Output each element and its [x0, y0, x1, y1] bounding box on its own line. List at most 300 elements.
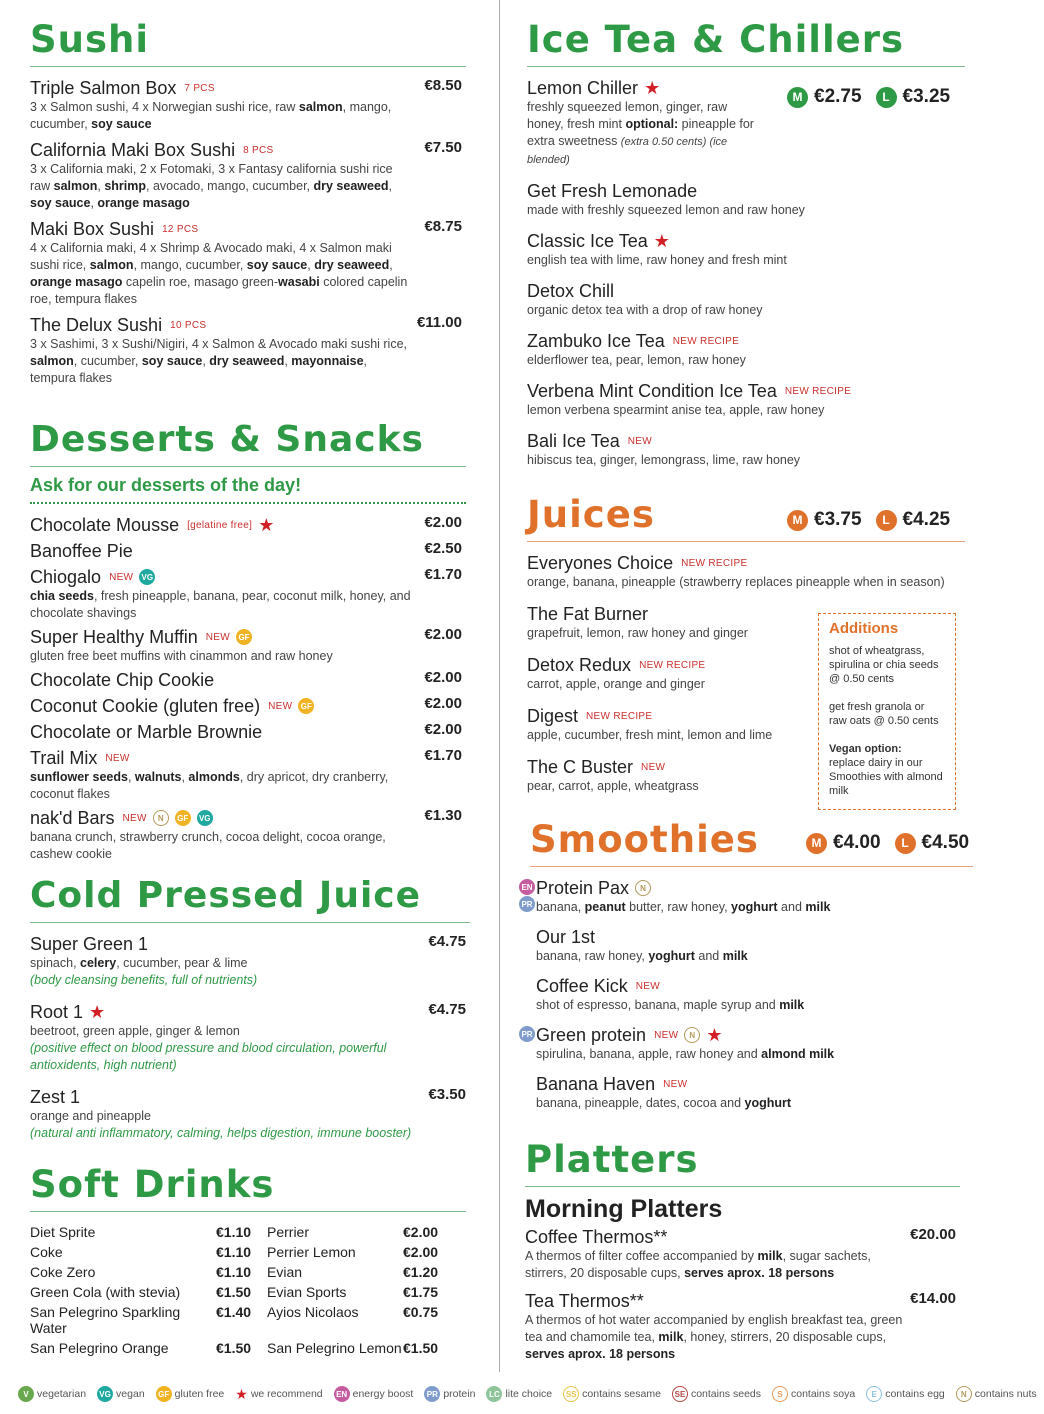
item-header [525, 1226, 960, 1248]
item-description [527, 402, 912, 419]
item-header [30, 566, 466, 588]
description-text: grapefruit, lemon, raw honey and ginger [527, 626, 748, 640]
drink-price: €1.10 [216, 1224, 252, 1240]
description-text: 3 x Salmon sushi, 4 x Norwegian sushi rice, raw [30, 100, 299, 114]
drink-price: €1.40 [216, 1304, 252, 1320]
menu-item [30, 747, 466, 803]
drink-name: Perrier Lemon [267, 1244, 356, 1260]
menu-item [527, 430, 965, 469]
description-text: sunflower seeds [30, 770, 128, 784]
item-header [527, 330, 965, 352]
description-text: banana crunch, strawberry crunch, cocoa delight, cocoa orange, cashew cookie [30, 830, 386, 861]
section-ice-tea [527, 18, 965, 480]
legend-item [563, 1386, 661, 1402]
description-text: , mango, cucumber, [133, 258, 247, 272]
item-list [30, 77, 466, 387]
menu-item [30, 933, 470, 989]
menu-item [521, 1024, 973, 1063]
description-text: banana, pineapple, dates, cocoa and [536, 1096, 745, 1110]
drink-name: San Pelegrino Sparkling Water [30, 1304, 181, 1336]
description-text: , [127, 770, 135, 784]
description-text: optional: [625, 117, 679, 131]
item-price: €2.50 [424, 540, 462, 557]
drink-name: Coke [30, 1244, 63, 1260]
description-text: salmon [89, 258, 134, 272]
item-tag: NEW [105, 752, 130, 764]
item-header [527, 77, 965, 99]
menu-item [30, 1001, 470, 1074]
section-platters [525, 1138, 960, 1371]
item-name: Bali Ice Tea [527, 430, 620, 451]
item-header [30, 933, 470, 955]
price-value: €2.75 [814, 86, 862, 107]
badge-vg-icon: VG [97, 1386, 113, 1402]
item-tag: 12 PCS [162, 223, 199, 235]
legend-label: vegetarian [37, 1388, 87, 1400]
item-tag: NEW RECIPE [586, 710, 653, 722]
item-tag: NEW [663, 1078, 688, 1090]
item-header [536, 926, 973, 948]
legend-item [235, 1385, 322, 1403]
item-header [527, 552, 965, 574]
description-text: , [307, 258, 315, 272]
item-price: €4.75 [428, 1001, 466, 1018]
item-header [527, 180, 965, 202]
star-icon: ★ [706, 1025, 723, 1045]
menu-item [30, 77, 466, 133]
description-text: , [388, 179, 393, 193]
item-description [527, 452, 912, 469]
section-title: Platters [525, 1138, 699, 1181]
item-note: [gelatine free] [187, 519, 253, 531]
item-name: Detox Redux [527, 654, 632, 675]
description-text: banana, raw honey, [536, 949, 649, 963]
item-description [527, 352, 912, 369]
item-header [30, 626, 466, 648]
description-text: chia seeds [30, 589, 94, 603]
section-title: Desserts & Snacks [30, 419, 424, 460]
item-description [527, 727, 807, 744]
description-text: orange masago [97, 196, 190, 210]
dotted-divider [30, 502, 466, 504]
description-text: soy sauce [141, 354, 203, 368]
size-price-l [876, 509, 951, 531]
legend-label: contains sesame [582, 1388, 661, 1400]
menu-item [525, 1226, 960, 1282]
item-description [30, 955, 415, 989]
item-name: Lemon Chiller [527, 77, 639, 98]
item-tag: NEW [641, 761, 666, 773]
section-title: Sushi [30, 18, 150, 61]
item-tag: NEW RECIPE [672, 335, 740, 347]
divider [30, 466, 466, 467]
badge-pr-icon: PR [424, 1386, 440, 1402]
description-text: walnuts [134, 770, 182, 784]
item-header [30, 218, 466, 240]
size-l-icon: L [876, 87, 897, 108]
item-header [30, 139, 466, 161]
badge-en-icon: EN [519, 879, 535, 895]
item-name: Our 1st [536, 926, 596, 947]
size-m-icon: M [787, 510, 808, 531]
description-text: , [90, 196, 98, 210]
description-text: serves aprox. 18 persons [525, 1347, 676, 1361]
item-price: €1.70 [424, 747, 462, 764]
description-text: apple, cucumber, fresh mint, lemon and lime [527, 728, 773, 742]
badge-pr-icon: PR [519, 896, 535, 912]
legend-item [18, 1386, 86, 1402]
star-icon: ★ [89, 1002, 106, 1022]
menu-item [527, 230, 965, 269]
legend-label: contains seeds [690, 1388, 761, 1400]
description-text: celery [80, 956, 117, 970]
soft-drinks-table [30, 1224, 466, 1356]
drink-price: €2.00 [403, 1224, 439, 1240]
item-description [30, 1108, 415, 1142]
description-text: yoghurt [731, 900, 778, 914]
badge-vg-icon: VG [197, 810, 213, 826]
menu-item [527, 552, 965, 591]
drink-price: €0.75 [403, 1304, 439, 1320]
legend-label: protein [443, 1388, 476, 1400]
description-text: freshly squeezed lemon, ginger, raw honey, fresh mint [527, 100, 728, 131]
item-description [30, 240, 415, 308]
item-name: Protein Pax [536, 877, 630, 898]
drink-price: €1.75 [403, 1284, 439, 1300]
item-name: Zest 1 [30, 1086, 81, 1107]
description-text: dry seaweed [314, 258, 390, 272]
item-price: €2.00 [424, 695, 462, 712]
item-header [30, 721, 466, 743]
menu-item [527, 380, 965, 419]
item-description [527, 625, 807, 642]
drink-price: €1.50 [216, 1284, 252, 1300]
description-text: (positive effect on blood pressure and blood circulation, powerful antioxidents, high nutrient) [30, 1041, 387, 1072]
item-description [536, 948, 921, 965]
description-text: (body cleansing benefits, full of nutrients) [30, 973, 258, 987]
description-text: , [284, 354, 292, 368]
drink-name: Evian [267, 1264, 303, 1280]
description-text: banana, [536, 900, 585, 914]
drink-price: €1.50 [403, 1340, 439, 1356]
description-text: pear, carrot, apple, wheatgrass [527, 779, 699, 793]
description-text: , fresh pineapple, banana, pear, coconut milk, honey, and chocolate shavings [30, 589, 411, 620]
column-divider [499, 0, 500, 1372]
additions-box [818, 613, 956, 810]
menu-item [527, 77, 965, 169]
drink-name: San Pelegrino Lemon [267, 1340, 402, 1356]
section-cold-pressed [30, 874, 470, 1154]
item-description [527, 252, 912, 269]
section-desserts [30, 418, 466, 867]
description-text: spinach, [30, 956, 81, 970]
description-text: wasabi [278, 275, 320, 289]
description-text: dry seaweed [313, 179, 389, 193]
description-text: salmon [298, 100, 343, 114]
section-smoothies [521, 818, 973, 1122]
legend-item [956, 1386, 1037, 1402]
description-text: , cucumber, [73, 354, 142, 368]
description-text: lemon verbena spearmint anise tea, apple, raw honey [527, 403, 825, 417]
item-price: €14.00 [910, 1290, 956, 1307]
description-text: and [777, 900, 806, 914]
item-tag: NEW [654, 1029, 679, 1041]
description-text: shot of espresso, banana, maple syrup and [536, 998, 780, 1012]
item-tag: NEW [205, 631, 230, 643]
item-header [527, 380, 965, 402]
item-price: €3.50 [428, 1086, 466, 1103]
description-text: , sugar sachets, stirrers, 20 disposable cups, [525, 1249, 871, 1280]
badge-gf-icon: GF [175, 810, 191, 826]
badge-v-icon: V [18, 1386, 34, 1402]
item-header [30, 669, 466, 691]
drink-name: Green Cola (with stevia) [30, 1284, 181, 1300]
description-text: , [389, 258, 393, 272]
item-price: €20.00 [910, 1226, 956, 1243]
menu-item [30, 139, 466, 212]
price-value: €3.75 [814, 509, 862, 530]
item-name: Coffee Thermos** [525, 1226, 668, 1247]
section-title: Smoothies [530, 818, 759, 861]
description-text: A thermos of hot water accompanied by english breakfast tea, green tea and chamomile tea, [525, 1313, 903, 1344]
item-price: €2.00 [424, 669, 462, 686]
item-header [30, 1001, 470, 1023]
size-price-l [895, 832, 970, 854]
menu-item [30, 514, 466, 536]
menu-item [30, 218, 466, 308]
drink-name: Evian Sports [267, 1284, 347, 1300]
item-description [536, 1046, 921, 1063]
item-header [30, 77, 466, 99]
legend-item [486, 1386, 552, 1402]
item-name: Chiogalo [30, 566, 102, 587]
description-text: yoghurt [744, 1096, 792, 1110]
item-name: Banana Haven [536, 1073, 656, 1094]
item-description [527, 778, 807, 795]
size-m-icon: M [787, 87, 808, 108]
legend-label: energy boost [352, 1388, 414, 1400]
item-name: Verbena Mint Condition Ice Tea [527, 380, 777, 401]
drink-price: €1.10 [216, 1244, 252, 1260]
item-name: California Maki Box Sushi [30, 139, 236, 160]
description-text: 4 x California maki, 4 x Shrimp & Avocado maki, 4 x Salmon maki sushi rice, [30, 241, 392, 272]
description-text: made with freshly squeezed lemon and raw honey [527, 203, 805, 217]
description-text: , [97, 179, 105, 193]
section-soft-drinks [30, 1163, 466, 1356]
description-text: elderflower tea, pear, lemon, raw honey [527, 353, 746, 367]
divider [30, 922, 470, 923]
description-text: organic detox tea with a drop of raw honey [527, 303, 763, 317]
menu-item [30, 314, 466, 387]
item-description [527, 574, 965, 591]
item-header [536, 1024, 973, 1046]
drink-name: Coke Zero [30, 1264, 96, 1280]
description-text: colored capelin roe, tempura flakes [30, 275, 408, 306]
description-text: salmon [53, 179, 98, 193]
menu-item [30, 540, 466, 562]
item-name: Digest [527, 705, 579, 726]
legend-label: contains nuts [974, 1388, 1037, 1400]
drink-price: €2.00 [403, 1244, 439, 1260]
description-text: , honey, stirrers, 20 disposable cups, [683, 1330, 887, 1344]
item-price: €1.70 [424, 566, 462, 583]
item-header [30, 314, 466, 336]
drink-name: Ayios Nicolaos [267, 1304, 359, 1320]
item-header [536, 877, 973, 899]
size-l-icon: L [876, 510, 897, 531]
item-header [525, 1290, 960, 1312]
legend-item [334, 1386, 414, 1402]
description-text: gluten free beet muffins with cinammon and raw honey [30, 649, 333, 663]
divider [530, 866, 973, 867]
description-text: A thermos of filter coffee accompanied by [525, 1249, 758, 1263]
item-name: Green protein [536, 1024, 647, 1045]
menu-item [30, 695, 466, 717]
item-description [527, 202, 912, 219]
badge-lc-icon: LC [486, 1386, 502, 1402]
legend-item [97, 1386, 145, 1402]
description-text: peanut [584, 900, 626, 914]
legend-item [772, 1386, 855, 1402]
vegan-option-text: replace dairy in our Smoothies with almond milk [829, 757, 943, 797]
item-name: Super Healthy Muffin [30, 626, 198, 647]
item-header [527, 230, 965, 252]
badge-n-icon: N [153, 810, 169, 826]
item-name: Get Fresh Lemonade [527, 180, 698, 201]
item-tag: NEW [268, 700, 293, 712]
badge-gf-icon: GF [156, 1386, 172, 1402]
item-name: The C Buster [527, 756, 634, 777]
size-l-icon: L [895, 833, 916, 854]
menu-item [30, 1086, 470, 1142]
additions-text: get fresh granola or raw oats @ 0.50 cents [829, 701, 939, 727]
item-name: Chocolate Mousse [30, 514, 180, 535]
description-text: milk [757, 1249, 783, 1263]
menu-item [30, 669, 466, 691]
description-text: (extra 0.50 cents) (ice blended) [527, 136, 728, 166]
menu-item [30, 807, 466, 863]
menu-item [536, 1073, 973, 1112]
item-name: Everyones Choice [527, 552, 674, 573]
item-price: €2.00 [424, 626, 462, 643]
drink-price: €1.20 [403, 1264, 439, 1280]
badge-gf-icon: GF [298, 698, 314, 714]
divider [30, 1211, 466, 1212]
item-list [521, 877, 973, 1112]
description-text: 3 x Sashimi, 3 x Sushi/Nigiri, 4 x Salmon & Avocado maki sushi rice, [30, 337, 408, 351]
item-header [527, 280, 965, 302]
item-description [30, 769, 415, 803]
star-icon: ★ [644, 78, 661, 98]
description-text: almond milk [761, 1047, 835, 1061]
description-text: english tea with lime, raw honey and fresh mint [527, 253, 787, 267]
item-name: Chocolate Chip Cookie [30, 669, 215, 690]
item-name: Detox Chill [527, 280, 615, 301]
item-name: Trail Mix [30, 747, 98, 768]
item-header [536, 1073, 973, 1095]
description-text: milk [805, 900, 831, 914]
description-text: , tempura flakes [30, 354, 368, 385]
item-header [30, 807, 466, 829]
star-icon: ★ [235, 1386, 248, 1402]
item-tag: NEW [635, 980, 660, 992]
drink-name: Perrier [267, 1224, 310, 1240]
item-name: The Delux Sushi [30, 314, 163, 335]
description-text: milk [658, 1330, 684, 1344]
item-tag: NEW RECIPE [639, 659, 706, 671]
price-value: €3.25 [902, 86, 951, 107]
item-description [525, 1248, 905, 1282]
item-description [536, 1095, 921, 1112]
item-name: Coconut Cookie (gluten free) [30, 695, 261, 716]
badge-en-icon: EN [334, 1386, 350, 1402]
item-name: nak'd Bars [30, 807, 115, 828]
item-price: €2.00 [424, 721, 462, 738]
star-icon: ★ [653, 231, 670, 251]
badge-vg-icon: VG [139, 569, 155, 585]
legend-item [672, 1386, 761, 1402]
legend-label: contains soya [791, 1388, 856, 1400]
item-header [30, 695, 466, 717]
item-tag: NEW RECIPE [681, 557, 748, 569]
section-subtitle: Morning Platters [525, 1195, 723, 1223]
section-subtitle: Ask for our desserts of the day! [30, 475, 302, 495]
item-description [30, 648, 415, 665]
side-badges [519, 879, 535, 912]
description-text: butter, raw honey, [625, 900, 732, 914]
drink-price: €1.50 [216, 1340, 252, 1356]
description-text: , [181, 770, 189, 784]
legend-item [866, 1386, 945, 1402]
item-name: Banoffee Pie [30, 540, 133, 561]
description-text: capelin roe, masago green- [122, 275, 279, 289]
description-text: , cucumber, pear & lime [116, 956, 248, 970]
item-price: €8.50 [424, 77, 462, 94]
price-value: €4.00 [833, 832, 881, 853]
item-name: Chocolate or Marble Brownie [30, 721, 263, 742]
item-header [536, 975, 973, 997]
menu-item [527, 330, 965, 369]
description-text: spirulina, banana, apple, raw honey and [536, 1047, 762, 1061]
size-price-m [806, 832, 881, 854]
legend [18, 1385, 1044, 1403]
item-tag: NEW RECIPE [784, 385, 852, 397]
item-price: €4.75 [428, 933, 466, 950]
drink-price: €1.10 [216, 1264, 252, 1280]
description-text: mayonnaise [291, 354, 364, 368]
legend-label: gluten free [174, 1388, 225, 1400]
menu-item [30, 626, 466, 665]
divider [527, 541, 965, 542]
badge-e-icon: E [866, 1386, 882, 1402]
vegan-option-label: Vegan option: [829, 743, 902, 755]
item-price: €11.00 [416, 314, 462, 331]
item-name: The Fat Burner [527, 603, 649, 624]
description-text: milk [722, 949, 748, 963]
description-text: , avocado, mango, cucumber, [146, 179, 314, 193]
section-title: Cold Pressed Juice [30, 875, 422, 916]
legend-label: we recommend [250, 1388, 323, 1400]
price-value: €4.25 [902, 509, 951, 530]
description-text: , mango, cucumber, [30, 100, 392, 131]
item-name: Triple Salmon Box [30, 77, 177, 98]
description-text: yoghurt [648, 949, 695, 963]
item-header [30, 514, 466, 536]
additions-title: Additions [829, 620, 899, 637]
legend-label: contains egg [885, 1388, 945, 1400]
legend-label: vegan [116, 1388, 145, 1400]
description-text: milk [779, 998, 805, 1012]
